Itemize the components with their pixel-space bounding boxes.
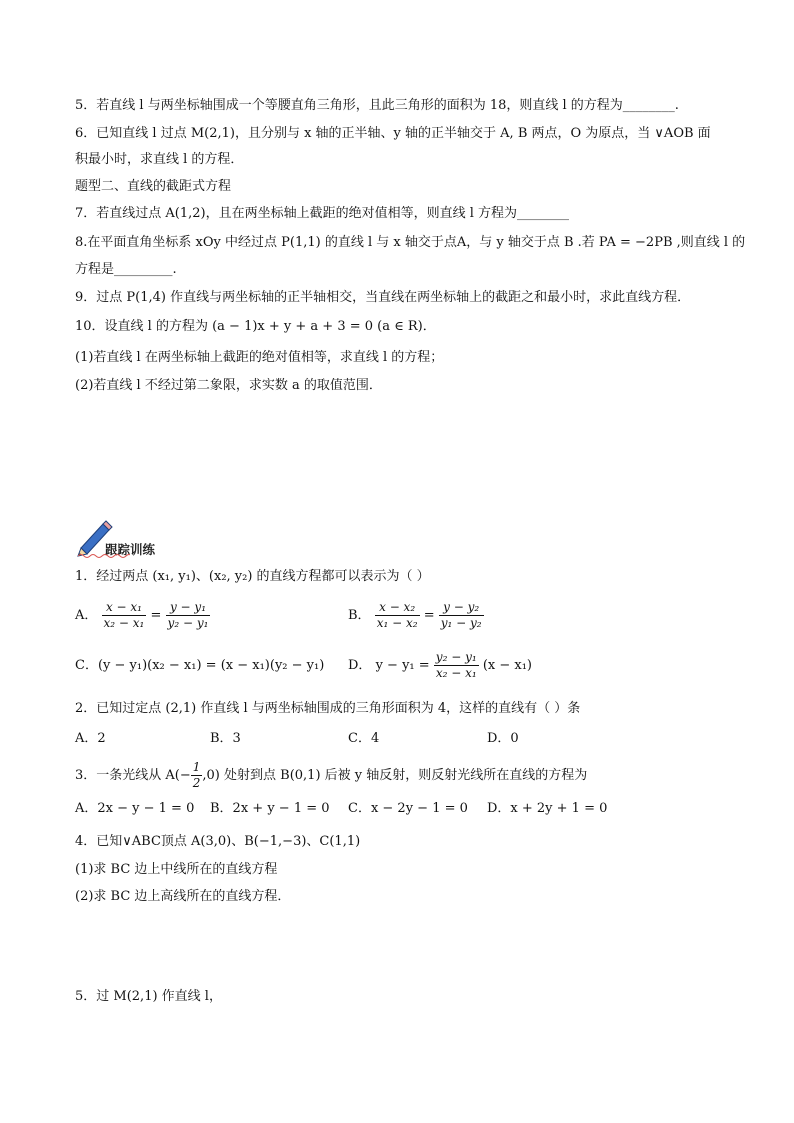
numerator: y − y₂	[439, 600, 484, 616]
question-8-line1: 8.在平面直角坐标系 xOy 中经过点 P(1,1) 的直线 l 与 x 轴交于点A，与 y 轴交于点 B .若 PA = −2PB ,则直线 l 的	[75, 235, 746, 250]
practice-2: 2．已知过定点 (2,1) 作直线 l 与两坐标轴围成的三角形面积为 4，这样的直线有（ ）条	[75, 701, 581, 716]
practice-1-option-a	[75, 600, 210, 631]
banner-title: 跟踪训练	[105, 542, 156, 557]
option-label: A．	[75, 608, 98, 623]
practice-2-option-c: C．4	[348, 731, 380, 746]
numerator: x − x₁	[102, 600, 147, 616]
practice-5: 5．过 M(2,1) 作直线 l，	[75, 989, 222, 1004]
question-9: 9．过点 P(1,4) 作直线与两坐标轴的正半轴相交，当直线在两坐标轴上的截距之和最小时，求此直线方程．	[75, 290, 691, 305]
expression-left: y − y₁ =	[375, 658, 434, 673]
wave-underline	[78, 553, 130, 559]
practice-1-option-c: C．(y − y₁)(x₂ − x₁) = (x − x₁)(y₂ − y₁)	[75, 658, 325, 673]
denominator: y₁ − y₂	[440, 616, 482, 630]
practice-4-part2: (2)求 BC 边上高线所在的直线方程．	[75, 889, 291, 904]
fraction	[439, 600, 484, 631]
expression-right: (x − x₁)	[482, 658, 532, 673]
question-10-part1: (1)若直线 l 在两坐标轴上截距的绝对值相等，求直线 l 的方程；	[75, 350, 444, 365]
practice-1-option-d	[348, 650, 532, 681]
practice-2-option-d: D．0	[487, 731, 519, 746]
fraction	[166, 600, 211, 631]
equals-sign: =	[423, 608, 439, 623]
numerator: x − x₂	[375, 600, 420, 616]
fraction	[434, 650, 479, 681]
practice-2-option-b: B．3	[210, 731, 241, 746]
fraction	[191, 760, 203, 791]
question-5: 5．若直线 l 与两坐标轴围成一个等腰直角三角形，且此三角形的面积为 18，则直线 l 的方程为________.	[75, 98, 679, 113]
practice-3	[75, 760, 587, 791]
question-10: 10．设直线 l 的方程为 (a − 1)x + y + a + 3 = 0 (a ∈ R)．	[75, 319, 436, 334]
practice-1: 1．经过两点 (x₁, y₁)、(x₂, y₂) 的直线方程都可以表示为（ ）	[75, 569, 430, 584]
practice-2-option-a: A．2	[75, 731, 106, 746]
option-label: B．	[348, 608, 371, 623]
denominator: 2	[192, 776, 201, 790]
denominator: x₁ − x₂	[376, 616, 418, 630]
practice-4: 4．已知∨ABC顶点 A(3,0)、B(−1,−3)、C(1,1)	[75, 834, 361, 849]
denominator: y₂ − y₁	[167, 616, 209, 630]
practice-3-option-c: C．x − 2y − 1 = 0	[348, 801, 468, 816]
practice-3-option-d: D．x + 2y + 1 = 0	[487, 801, 608, 816]
practice-4-part1: (1)求 BC 边上中线所在的直线方程	[75, 862, 278, 877]
practice-3-option-b: B．2x + y − 1 = 0	[210, 801, 330, 816]
numerator: 1	[192, 760, 201, 774]
equals-sign: =	[150, 608, 166, 623]
denominator: x₂ − x₁	[435, 666, 477, 680]
numerator: y₂ − y₁	[435, 650, 477, 664]
question-8-line2: 方程是_________.	[75, 262, 177, 277]
question-6-line1: 6．已知直线 l 过点 M(2,1)，且分别与 x 轴的正半轴、y 轴的正半轴交于 A, B 两点，O 为原点，当 ∨AOB 面	[75, 126, 711, 141]
fraction	[102, 600, 147, 631]
practice-3-option-a: A．2x − y − 1 = 0	[75, 801, 195, 816]
option-label: D．	[348, 658, 372, 673]
question-10-part2: (2)若直线 l 不经过第二象限，求实数 a 的取值范围．	[75, 378, 382, 393]
practice-1-option-b	[348, 600, 484, 631]
practice-3-suffix: ,0) 处射到点 B(0,1) 后被 y 轴反射，则反射光线所在直线的方程为	[202, 768, 588, 783]
question-7: 7．若直线过点 A(1,2)，且在两坐标轴上截距的绝对值相等，则直线 l 方程为________	[75, 206, 570, 221]
denominator: x₂ − x₁	[103, 616, 145, 630]
question-6-line2: 积最小时，求直线 l 的方程．	[75, 152, 244, 167]
fraction	[375, 600, 420, 631]
numerator: y − y₁	[166, 600, 211, 616]
practice-3-prefix: 3．一条光线从 A(−	[75, 768, 191, 783]
section-heading: 题型二、直线的截距式方程	[75, 179, 232, 194]
